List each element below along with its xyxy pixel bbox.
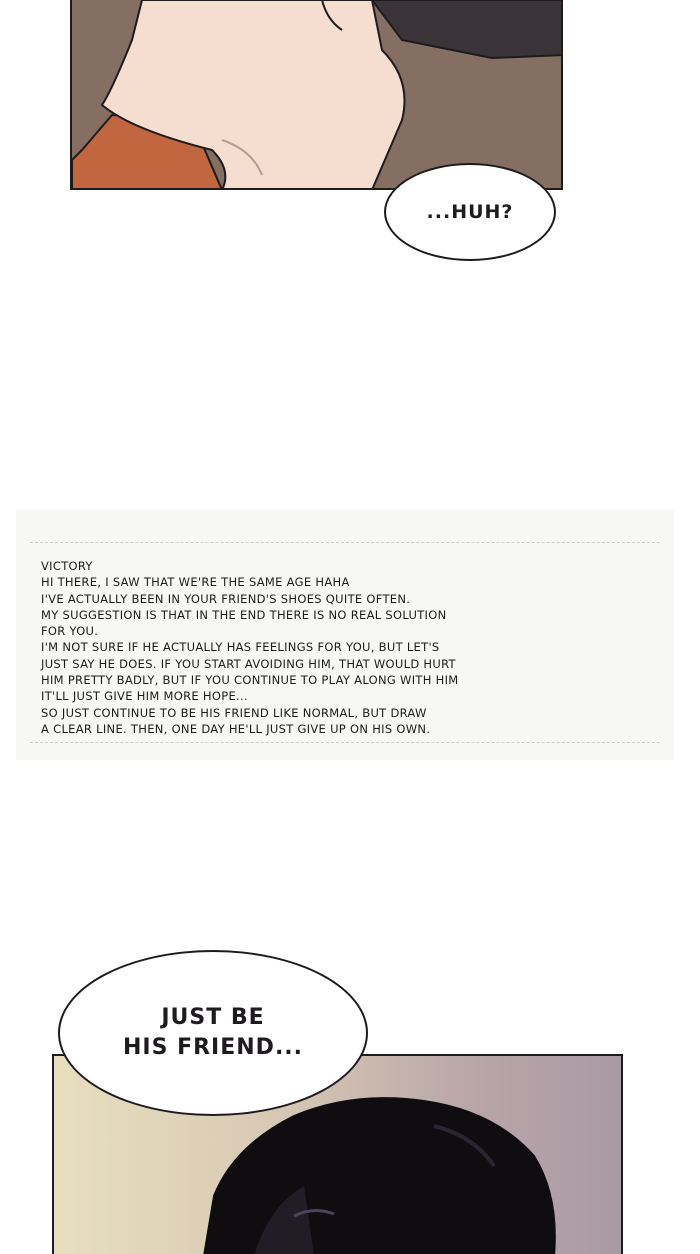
comment-line: IT'LL JUST GIVE HIM MORE HOPE... bbox=[41, 689, 248, 704]
comment-card bbox=[16, 510, 674, 760]
comment-line: HI THERE, I SAW THAT WE'RE THE SAME AGE HAHA bbox=[41, 575, 350, 590]
hair-shape bbox=[204, 1098, 555, 1254]
comment-line: A CLEAR LINE. THEN, ONE DAY HE'LL JUST GIVE UP ON HIS OWN. bbox=[41, 721, 431, 736]
speech-bubble-just-be-his-friend: JUST BE HIS FRIEND... bbox=[58, 950, 368, 1116]
comment-line: I'M NOT SURE IF HE ACTUALLY HAS FEELINGS FOR YOU, BUT LET'S bbox=[41, 640, 440, 655]
comment-text bbox=[41, 558, 459, 737]
comic-panel-hand bbox=[70, 0, 563, 190]
comment-author: VICTORY bbox=[41, 559, 93, 573]
comment-line: JUST SAY HE DOES. IF YOU START AVOIDING HIM, THAT WOULD HURT bbox=[41, 656, 456, 671]
comment-line: FOR YOU. bbox=[41, 624, 99, 639]
comment-line: SO JUST CONTINUE TO BE HIS FRIEND LIKE NORMAL, BUT DRAW bbox=[41, 705, 427, 720]
hand-illustration bbox=[72, 0, 563, 190]
comment-line: I'VE ACTUALLY BEEN IN YOUR FRIEND'S SHOES QUITE OFTEN. bbox=[41, 591, 411, 606]
comment-line: HIM PRETTY BADLY, BUT IF YOU CONTINUE TO PLAY ALONG WITH HIM bbox=[41, 673, 459, 688]
speech-bubble-huh: ...HUH? bbox=[384, 163, 556, 261]
divider-bottom bbox=[30, 742, 660, 743]
comment-line: MY SUGGESTION IS THAT IN THE END THERE IS NO REAL SOLUTION bbox=[41, 607, 447, 622]
divider-top bbox=[30, 542, 660, 543]
